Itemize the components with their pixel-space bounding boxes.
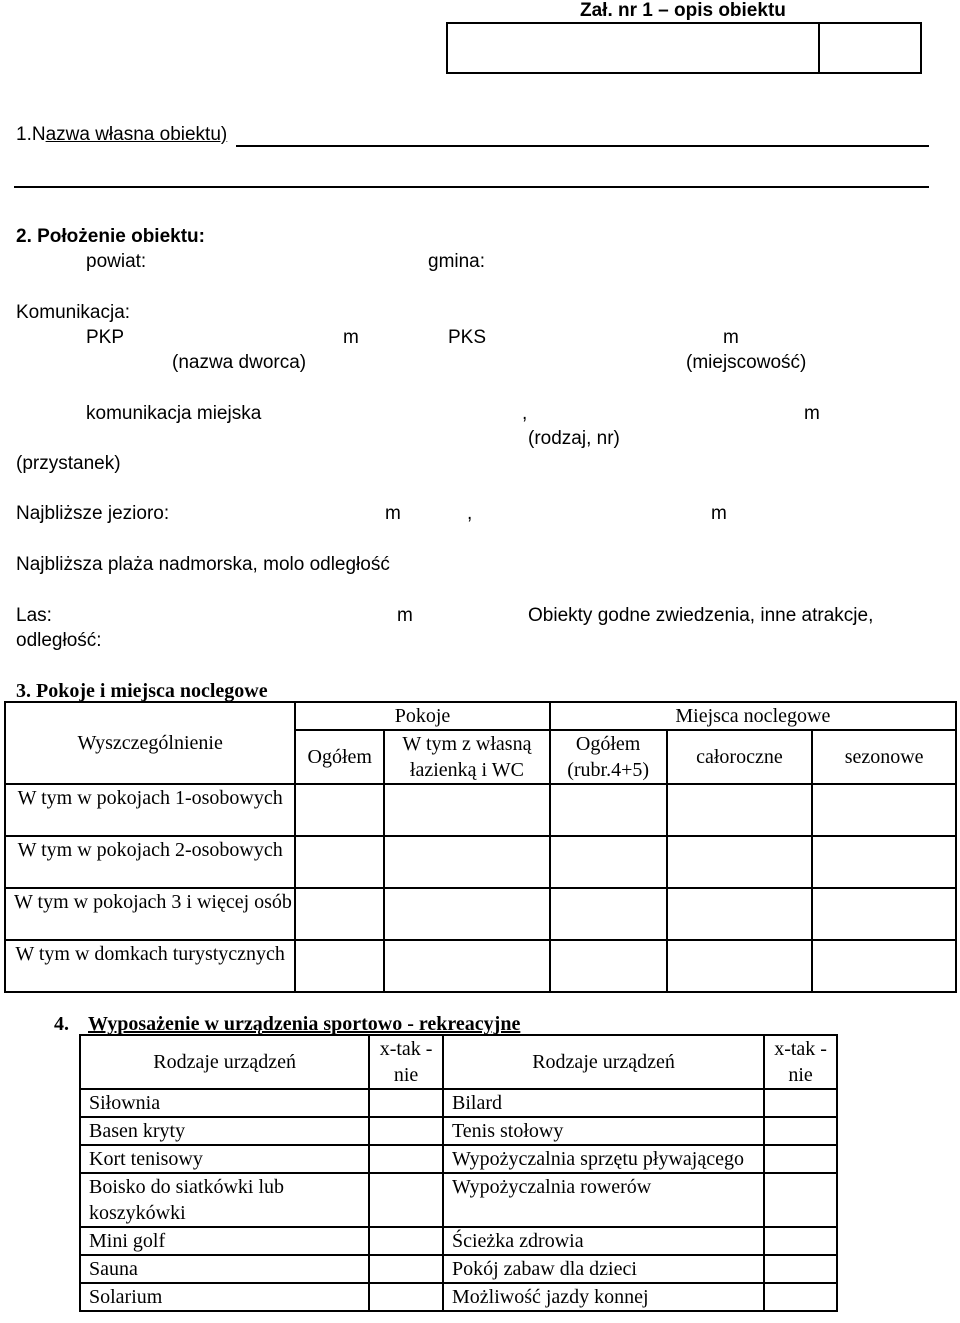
equipment-item: Wypożyczalnia sprzętu pływającego	[443, 1145, 764, 1173]
lake-unit-2: m	[711, 503, 727, 524]
yes-no-cell[interactable]	[369, 1117, 443, 1145]
cell-input[interactable]	[812, 784, 956, 836]
table-row	[5, 940, 956, 992]
yes-no-cell[interactable]	[369, 1145, 443, 1173]
yes-no-cell[interactable]	[764, 1173, 837, 1227]
equipment-item: Wypożyczalnia rowerów	[443, 1173, 764, 1227]
yes-no-cell[interactable]	[369, 1089, 443, 1117]
equipment-item: Kort tenisowy	[80, 1145, 369, 1173]
object-name-line[interactable]	[236, 145, 929, 147]
yes-no-cell[interactable]	[764, 1283, 837, 1311]
cell-input[interactable]	[812, 888, 956, 940]
equipment-item: Boisko do siatkówki lub koszykówki	[80, 1173, 369, 1227]
col-taknie-right: x-tak - nie	[764, 1035, 837, 1089]
equipment-item: Siłownia	[80, 1089, 369, 1117]
equipment-item: Ścieżka zdrowia	[443, 1227, 764, 1255]
station-name-hint: (nazwa dworca)	[172, 352, 307, 373]
table-row	[5, 784, 956, 836]
col-taknie-left: x-tak - nie	[369, 1035, 443, 1089]
komunikacja-label: Komunikacja:	[16, 302, 131, 323]
type-number-hint: (rodzaj, nr)	[528, 428, 620, 449]
col-caloroczne: całoroczne	[667, 730, 813, 784]
col-rodzaje-right: Rodzaje urządzeń	[443, 1035, 764, 1089]
pkp-label: PKP	[86, 327, 125, 348]
cell-input[interactable]	[295, 940, 384, 992]
rooms-heading: 3. Pokoje i miejsca noclegowe	[16, 680, 268, 702]
cell-input[interactable]	[550, 940, 667, 992]
col-pokoje: Pokoje	[295, 702, 549, 730]
stop-hint: (przystanek)	[16, 453, 121, 474]
yes-no-cell[interactable]	[764, 1117, 837, 1145]
col-pokoje-ogolem: Ogółem	[295, 730, 384, 784]
equipment-item: Tenis stołowy	[443, 1117, 764, 1145]
yes-no-cell[interactable]	[764, 1227, 837, 1255]
forest-label: Las:	[16, 605, 52, 626]
id-box-left[interactable]	[446, 22, 820, 74]
yes-no-cell[interactable]	[369, 1283, 443, 1311]
cell-input[interactable]	[812, 940, 956, 992]
cell-input[interactable]	[384, 836, 550, 888]
col-miejsca-ogolem: Ogółem (rubr.4+5)	[550, 730, 667, 784]
attractions-label: Obiekty godne zwiedzenia, inne atrakcje,	[528, 605, 874, 626]
row-label: W tym w pokojach 3 i więcej osób	[5, 888, 295, 940]
equipment-item: Mini golf	[80, 1227, 369, 1255]
beach-label: Najbliższa plaża nadmorska, molo odległość	[16, 554, 390, 575]
cell-input[interactable]	[667, 836, 813, 888]
id-box-right[interactable]	[818, 22, 922, 74]
col-rodzaje-left: Rodzaje urządzeń	[80, 1035, 369, 1089]
table-row	[80, 1117, 837, 1145]
equipment-item: Sauna	[80, 1255, 369, 1283]
cell-input[interactable]	[295, 784, 384, 836]
object-name-line-2[interactable]	[14, 186, 929, 188]
powiat-label: powiat:	[86, 251, 147, 272]
equipment-item: Solarium	[80, 1283, 369, 1311]
row-label: W tym w pokojach 1-osobowych	[5, 784, 295, 836]
yes-no-cell[interactable]	[764, 1255, 837, 1283]
city-transport-unit: m	[804, 403, 820, 424]
cell-input[interactable]	[384, 784, 550, 836]
town-hint: (miejscowość)	[686, 352, 807, 373]
pks-label: PKS	[448, 327, 487, 348]
table-row	[80, 1145, 837, 1173]
cell-input[interactable]	[295, 836, 384, 888]
row-label: W tym w domkach turystycznych	[5, 940, 295, 992]
rooms-table	[4, 701, 957, 993]
col-pokoje-wtym: W tym z własną łazienką i WC	[384, 730, 550, 784]
lake-comma: ,	[467, 503, 473, 524]
lake-label: Najbliższe jezioro:	[16, 503, 170, 524]
cell-input[interactable]	[550, 888, 667, 940]
yes-no-cell[interactable]	[764, 1089, 837, 1117]
equipment-item: Basen kryty	[80, 1117, 369, 1145]
cell-input[interactable]	[667, 940, 813, 992]
yes-no-cell[interactable]	[369, 1227, 443, 1255]
cell-input[interactable]	[295, 888, 384, 940]
location-heading: 2. Położenie obiektu:	[16, 226, 205, 247]
col-miejsca: Miejsca noclegowe	[550, 702, 956, 730]
cell-input[interactable]	[384, 888, 550, 940]
cell-input[interactable]	[550, 836, 667, 888]
forest-unit: m	[397, 605, 413, 626]
equipment-number: 4.	[54, 1013, 69, 1035]
cell-input[interactable]	[667, 888, 813, 940]
city-transport-comma: ,	[522, 403, 528, 424]
col-sezonowe: sezonowe	[812, 730, 956, 784]
cell-input[interactable]	[812, 836, 956, 888]
yes-no-cell[interactable]	[764, 1145, 837, 1173]
equipment-heading: Wyposażenie w urządzenia sportowo - rekreacyjne	[88, 1013, 521, 1035]
object-name-label: 1.Nazwa własna obiektu)	[16, 124, 228, 145]
table-row	[80, 1283, 837, 1311]
yes-no-cell[interactable]	[369, 1255, 443, 1283]
cell-input[interactable]	[384, 940, 550, 992]
col-wyszczegolnienie: Wyszczególnienie	[5, 702, 295, 784]
cell-input[interactable]	[667, 784, 813, 836]
row-label: W tym w pokojach 2-osobowych	[5, 836, 295, 888]
attachment-title: Zał. nr 1 – opis obiektu	[580, 0, 786, 21]
cell-input[interactable]	[550, 784, 667, 836]
equipment-item: Pokój zabaw dla dzieci	[443, 1255, 764, 1283]
table-row	[5, 836, 956, 888]
distance-label: odległość:	[16, 630, 102, 651]
gmina-label: gmina:	[428, 251, 486, 272]
pks-unit: m	[723, 327, 739, 348]
pkp-unit: m	[343, 327, 359, 348]
city-transport-label: komunikacja miejska	[86, 403, 262, 424]
table-row	[5, 888, 956, 940]
table-row	[80, 1173, 837, 1227]
table-row	[80, 1089, 837, 1117]
table-row	[80, 1255, 837, 1283]
equipment-item: Bilard	[443, 1089, 764, 1117]
equipment-item: Możliwość jazdy konnej	[443, 1283, 764, 1311]
lake-unit: m	[385, 503, 401, 524]
yes-no-cell[interactable]	[369, 1173, 443, 1227]
table-row	[80, 1227, 837, 1255]
equipment-table	[79, 1034, 838, 1312]
